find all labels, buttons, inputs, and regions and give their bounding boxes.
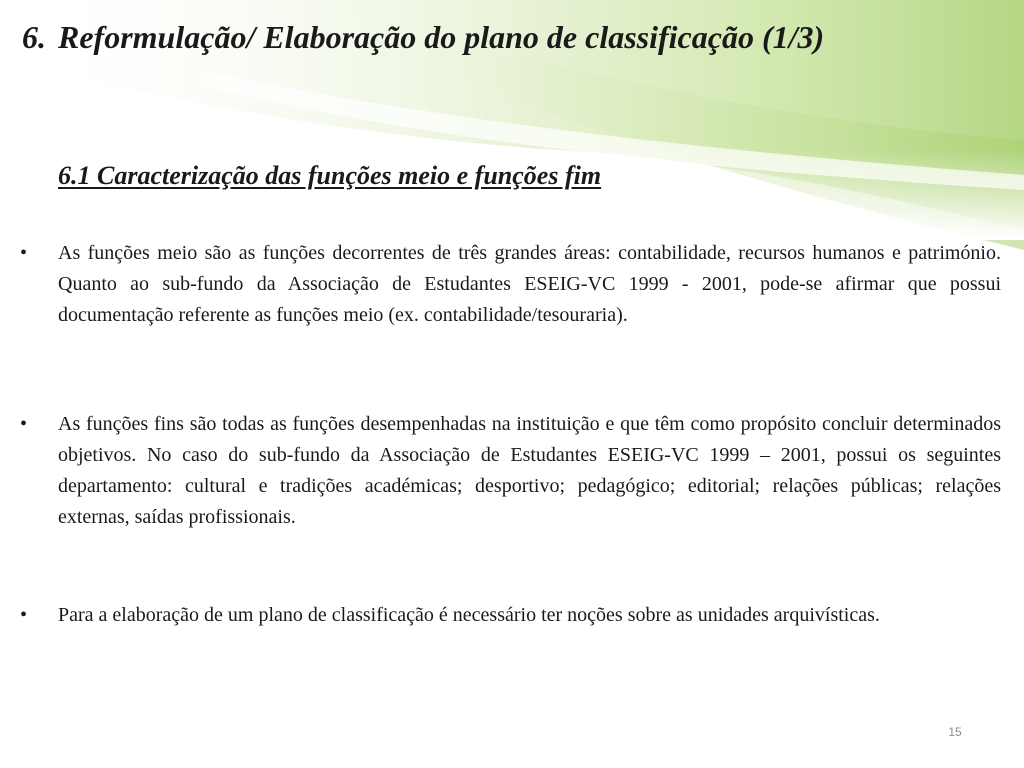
bullet-text: As funções meio são as funções decorrentes de três grandes áreas: contabilidade, recursos humanos e património. Quanto ao sub-fundo da Associação de Estudantes ESEIG-VC 1999 - 2001, pode-se afirmar que possui documentação referente as funções meio (ex. contabilidade/tesouraria). xyxy=(58,242,1001,326)
bullet-icon: • xyxy=(20,413,28,435)
bullet-text: As funções fins são todas as funções desempenhadas na instituição e que têm como propósito concluir determinados objetivos. No caso do sub-fundo da Associação de Estudantes ESEIG-VC 1999 – 2001, possui os seguintes departamento: cultural e tradições académicas; desportivo; pedagógico; editorial; relações públicas; relações externas, saídas profissionais. xyxy=(58,413,1001,528)
title-number: 6. xyxy=(22,19,46,55)
bullet-item xyxy=(20,600,1001,631)
slide-title xyxy=(22,16,1002,58)
bullet-icon: • xyxy=(20,242,28,264)
title-text: Reformulação/ Elaboração do plano de classificação (1/3) xyxy=(58,19,825,55)
section-subtitle: 6.1 Caracterização das funções meio e funções fim xyxy=(58,161,602,190)
page-number: 15 xyxy=(948,725,962,739)
bullet-icon: • xyxy=(20,604,28,626)
bullet-item xyxy=(20,238,1001,331)
bullet-item xyxy=(20,409,1001,533)
bullet-text: Para a elaboração de um plano de classificação é necessário ter noções sobre as unidades arquivísticas. xyxy=(58,604,880,626)
